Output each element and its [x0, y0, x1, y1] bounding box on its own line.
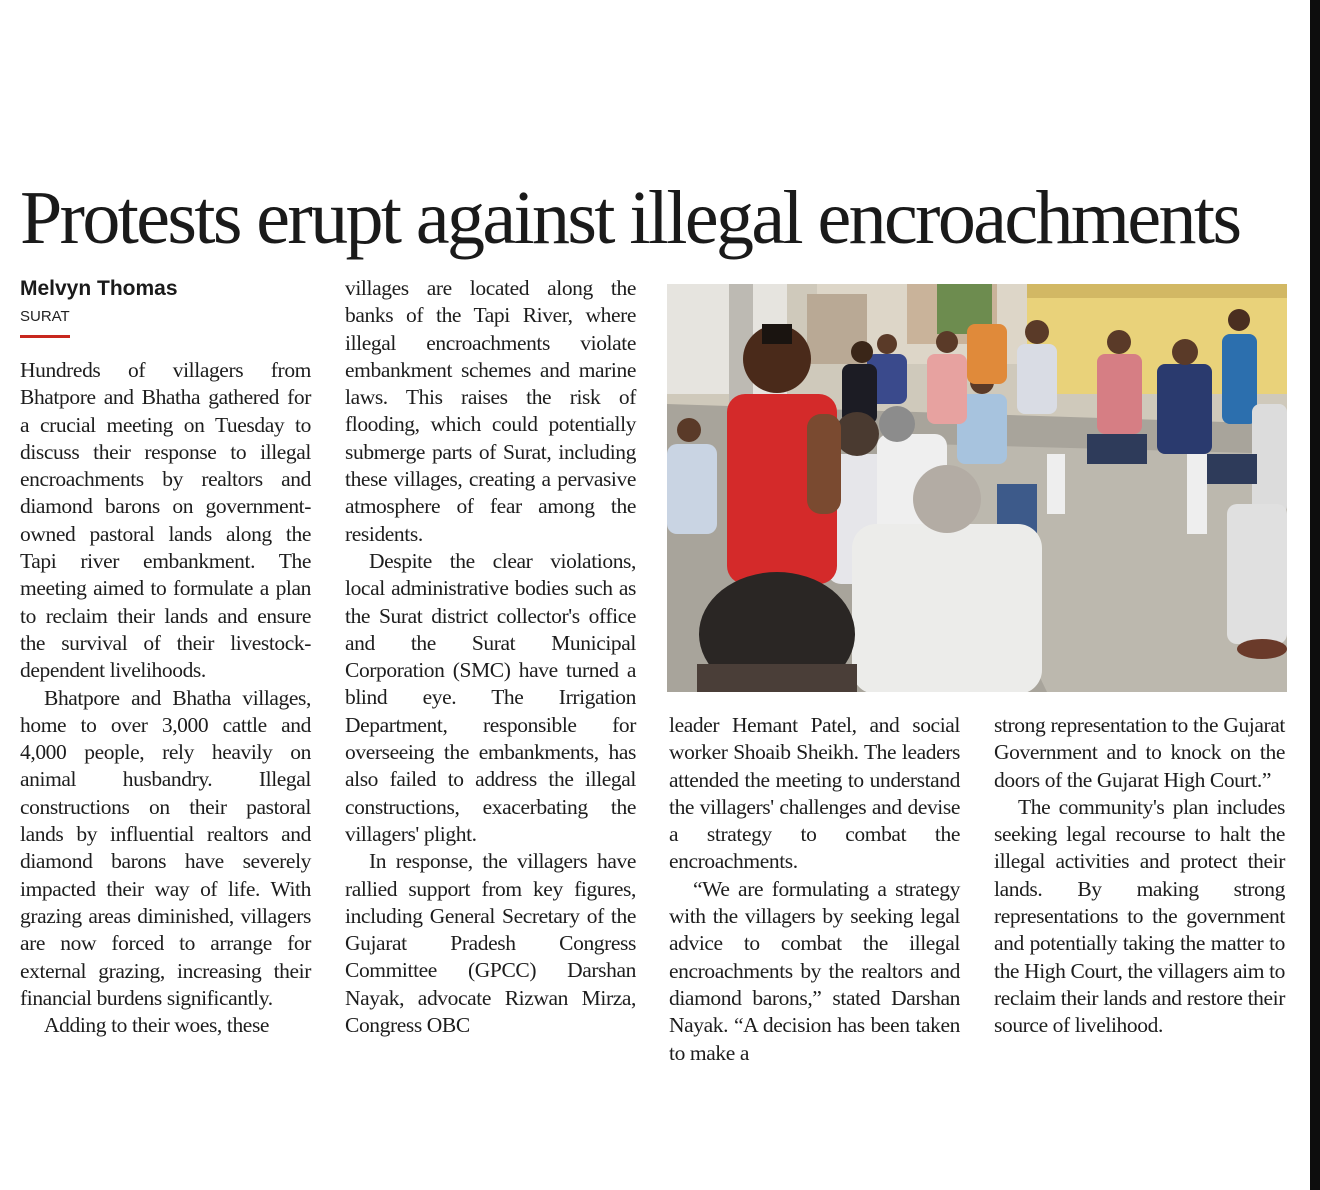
headline: Protests erupt against illegal encroachments — [20, 176, 1240, 260]
byline-author: Melvyn Thomas — [20, 277, 178, 300]
article-column-1 — [20, 357, 311, 1039]
article-column-4 — [994, 712, 1285, 1040]
paragraph: “We are formulating a strategy with the villagers by seeking legal advice to combat the illegal encroachments by the realtors and diamond barons,” stated Darshan Nayak. “A decision has been taken to make a — [669, 876, 960, 1065]
paragraph: leader Hemant Patel, and social worker Shoaib Sheikh. The leaders attended the meeting to understand the villagers' challenges and devise a strategy to combat the encroachments. — [669, 713, 960, 874]
scan-edge — [1310, 0, 1320, 1190]
paragraph: Hundreds of villagers from Bhatpore and Bhatha gathered for a crucial meeting on Tuesday to discuss their response to illegal encroachments by realtors and diamond barons on government-owned pastoral lands along the Tapi river embankment. The meeting aimed to formulate a plan to reclaim their lands and ensure the survival of their livestock-dependent livelihoods. — [20, 358, 311, 683]
article-column-2 — [345, 275, 636, 1039]
paragraph: Despite the clear violations, local administrative bodies such as the Surat district collector's office and the Surat Municipal Corporation (SMC) have turned a blind eye. The Irrigation Department, responsible for overseeing the embankments, has also failed to address the illegal constructions, exacerbating the villagers' plight. — [345, 548, 636, 846]
paragraph: Adding to their woes, these — [44, 1013, 270, 1038]
dateline: SURAT — [20, 308, 70, 325]
paragraph: villages are located along the banks of the Tapi River, where illegal encroachments violate embankment schemes and marine laws. This raises the risk of flooding, which could potentially submerge parts of Surat, including these villages, creating a pervasive atmosphere of fear among the residents. — [345, 276, 636, 546]
paragraph: Bhatpore and Bhatha villages, home to over 3,000 cattle and 4,000 people, rely heavily on animal husbandry. Illegal constructions on their pastoral lands by influential realtors and diamond barons have severely impacted their way of life. With grazing areas diminished, villagers are now forced to arrange for external grazing, increasing their financial burdens significantly. — [20, 685, 311, 1010]
paragraph: In response, the villagers have rallied support from key figures, including General Secretary of the Gujarat Pradesh Congress Committee (GPCC) Darshan Nayak, advocate Rizwan Mirza, Congress OBC — [345, 849, 636, 1038]
paragraph: The community's plan includes seeking legal recourse to halt the illegal activities and protect their lands. By making strong representations to the government and potentially taking the matter to the High Court, the villagers aim to reclaim their lands and restore their source of livelihood. — [994, 794, 1285, 1038]
article-column-3 — [669, 712, 960, 1067]
meeting-photo — [667, 284, 1287, 692]
paragraph: strong representation to the Gujarat Government and to knock on the doors of the Gujarat High Court.” — [994, 713, 1285, 792]
accent-rule — [20, 335, 70, 338]
